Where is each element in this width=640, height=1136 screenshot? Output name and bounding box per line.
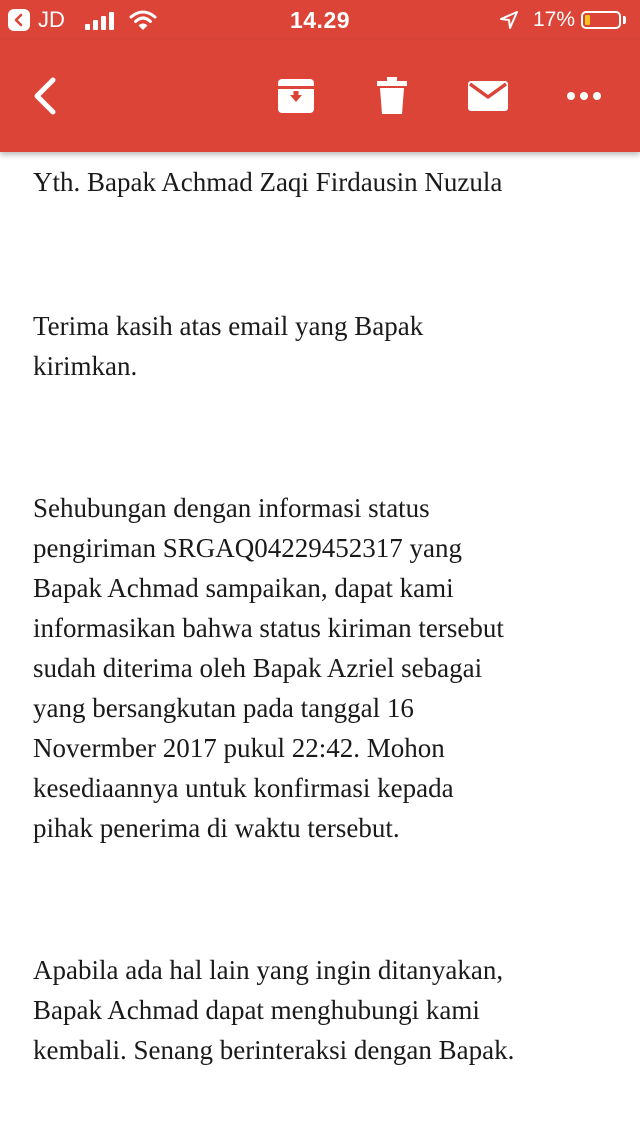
battery-icon: [581, 11, 621, 29]
email-greeting: Yth. Bapak Achmad Zaqi Firdausin Nuzula: [33, 167, 503, 197]
more-icon: [566, 91, 602, 101]
archive-button[interactable]: [266, 66, 326, 126]
archive-icon: [276, 77, 316, 115]
battery-level-fill: [585, 15, 590, 25]
mail-icon: [467, 80, 509, 112]
email-toolbar: [0, 40, 640, 152]
carrier-name[interactable]: JD: [38, 7, 65, 32]
status-bar: [0, 0, 640, 40]
email-paragraph-thanks: Terima kasih atas email yang Bapak kirimkan.: [33, 311, 424, 381]
more-options-button[interactable]: [554, 66, 614, 126]
status-time: 14.29: [289, 7, 351, 33]
location-arrow-icon: [499, 10, 519, 30]
mark-unread-button[interactable]: [458, 66, 518, 126]
battery-percent: 17%: [532, 8, 575, 31]
back-button[interactable]: [14, 66, 74, 126]
back-icon: [27, 76, 61, 116]
trash-icon: [376, 76, 408, 116]
email-paragraph-info: Sehubungan dengan informasi status pengiriman SRGAQ04229452317 yang Bapak Achmad sampaikan, dapat kami informasikan bahwa status kiriman tersebut sudah diterima oleh Bapak Azriel sebagai yang bersangkutan pada tanggal 16 Novermber 2017 pukul 22:42. Mohon kesediaannya untuk konfirmasi kepada pihak penerima di waktu tersebut.: [33, 493, 504, 843]
status-right: [499, 7, 626, 33]
delete-button[interactable]: [362, 66, 422, 126]
email-paragraph-closing: Apabila ada hal lain yang ingin ditanyakan, Bapak Achmad dapat menghubungi kami kembali. Senang berinteraksi dengan Bapak.: [33, 955, 515, 1065]
battery-nub: [623, 16, 626, 24]
email-body: [33, 152, 613, 1070]
